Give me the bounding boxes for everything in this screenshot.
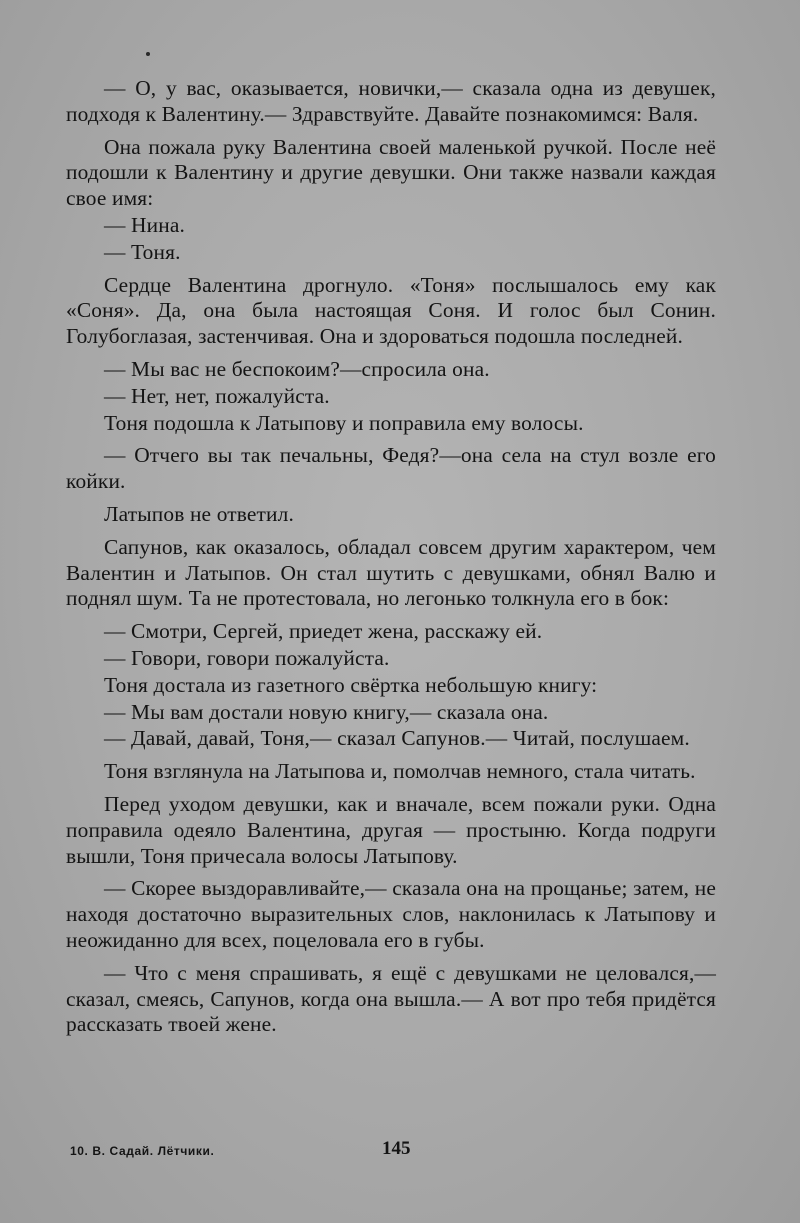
paragraph: Она пожала руку Валентина своей маленькой ручкой. После неё подошли к Валентину и другие девушки. Они также назвали каждая свое имя: bbox=[66, 134, 716, 211]
paragraph: Тоня подошла к Латыпову и поправила ему волосы. bbox=[104, 410, 584, 435]
paragraph: Сапунов, как оказалось, обладал совсем другим характером, чем Валентин и Латыпов. Он стал шутить с девушками, обнял Валю и поднял шум. Та не протестовала, но легонько толкнула его в бок: bbox=[66, 534, 716, 611]
paragraph: Латыпов не ответил. bbox=[104, 501, 294, 526]
paragraph: — Мы вам достали новую книгу,— сказала она. bbox=[104, 699, 549, 724]
paragraph: Тоня взглянула на Латыпова и, помолчав немного, стала читать. bbox=[104, 759, 696, 784]
paragraph: — Смотри, Сергей, приедет жена, расскажу ей. bbox=[104, 619, 543, 644]
paragraph: — Отчего вы так печальны, Федя?—она села на стул возле его койки. bbox=[66, 443, 716, 494]
paragraph: — Давай, давай, Тоня,— сказал Сапунов.— Читай, послушаем. bbox=[104, 726, 690, 751]
printer-signature: 10. В. Садай. Лётчики. bbox=[70, 1144, 215, 1158]
body-text bbox=[66, 76, 716, 1045]
paragraph: Сердце Валентина дрогнуло. «Тоня» послышалось ему как «Соня». Да, она была настоящая Соня. И голос был Сонин. Голубоглазая, застенчивая. Она и здороваться подошла последней. bbox=[66, 272, 716, 349]
paragraph: — Что с меня спрашивать, я ещё с девушками не целовался,— сказал, смеясь, Сапунов, когда она вышла.— А вот про тебя придётся рассказать твоей жене. bbox=[66, 960, 716, 1037]
page-footer bbox=[70, 1138, 730, 1168]
paragraph: — Говори, говори пожалуйста. bbox=[104, 645, 390, 670]
paragraph: — Нина. bbox=[104, 212, 185, 237]
paragraph: Перед уходом девушки, как и вначале, всем пожали руки. Одна поправила одеяло Валентина, другая — простыню. Когда подруги вышли, Тоня причесала волосы Латыпову. bbox=[66, 791, 716, 868]
paragraph: — Мы вас не беспокоим?—спросила она. bbox=[104, 356, 490, 381]
page-number: 145 bbox=[382, 1138, 411, 1159]
paragraph: — Тоня. bbox=[104, 239, 181, 264]
paragraph: — О, у вас, оказывается, новички,— сказала одна из девушек, подходя к Валентину.— Здравствуйте. Давайте познакомимся: Валя. bbox=[66, 76, 716, 126]
paragraph: — Нет, нет, пожалуйста. bbox=[104, 383, 330, 408]
print-speck bbox=[146, 52, 150, 56]
paragraph: — Скорее выздоравливайте,— сказала она на прощанье; затем, не находя достаточно выразительных слов, наклонилась к Латыпову и неожиданно для всех, поцеловала его в губы. bbox=[66, 876, 716, 952]
paragraph: Тоня достала из газетного свёртка небольшую книгу: bbox=[104, 672, 598, 697]
